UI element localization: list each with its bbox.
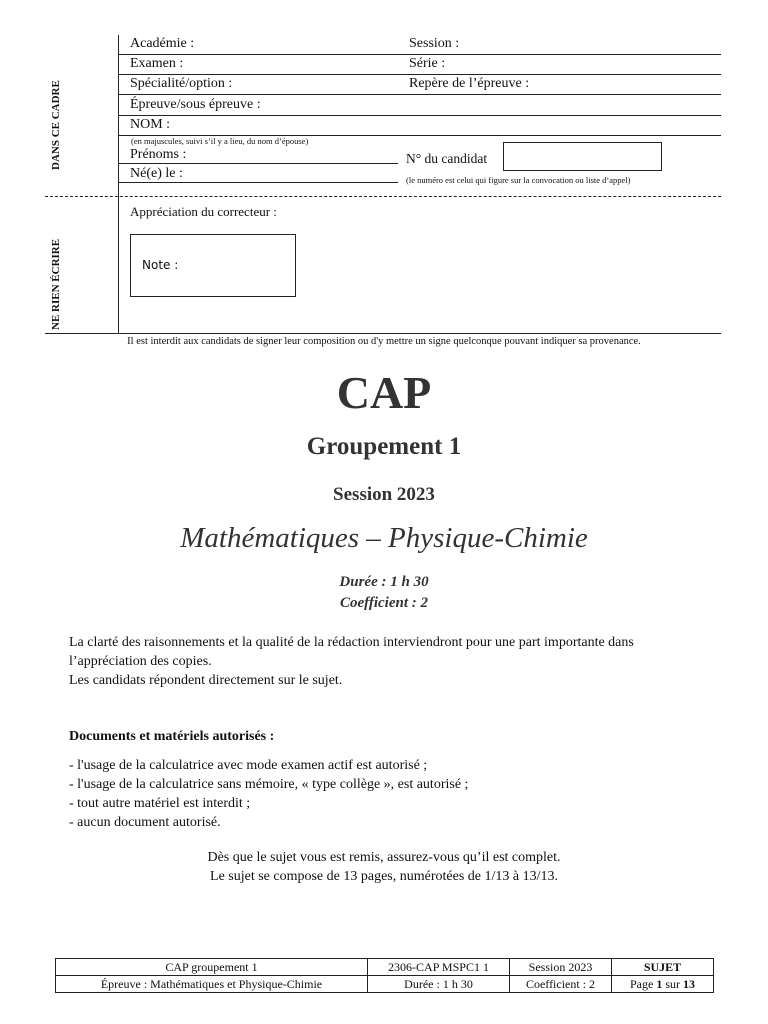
- candidat-hint: (le numéro est celui qui figure sur la convocation ou liste d’appel): [406, 175, 631, 185]
- footer-session: Session 2023: [510, 959, 612, 976]
- footer-duree: Durée : 1 h 30: [368, 976, 510, 993]
- footer-exam: CAP groupement 1: [56, 959, 368, 976]
- candidat-number-input[interactable]: [503, 142, 662, 171]
- academie-field[interactable]: Académie :: [130, 36, 195, 51]
- documents-list: [69, 756, 709, 832]
- footer-row: [56, 959, 714, 976]
- epreuve-field[interactable]: Épreuve/sous épreuve :: [130, 97, 261, 112]
- header-bottom-rule: [45, 333, 721, 334]
- footer-page-number: 1: [656, 976, 663, 991]
- form-rule: [118, 115, 721, 116]
- footer-epreuve: Épreuve : Mathématiques et Physique-Chimie: [56, 976, 368, 993]
- side-label-bottom: NE RIEN ÉCRIRE: [50, 238, 62, 330]
- session-field[interactable]: Session :: [409, 36, 460, 51]
- footer-table: [55, 958, 714, 993]
- note-box[interactable]: [130, 234, 296, 297]
- serie-field[interactable]: Série :: [409, 56, 446, 71]
- cut-line: [45, 196, 721, 197]
- signature-warning: Il est interdit aux candidats de signer leur composition ou d'y mettre un signe quelconque pouvant indiquer sa provenance.: [127, 336, 641, 347]
- documents-heading: Documents et matériels autorisés :: [69, 729, 275, 744]
- documents-item: - l'usage de la calculatrice avec mode examen actif est autorisé ;: [69, 758, 428, 773]
- title-groupement: Groupement 1: [306, 433, 462, 460]
- form-rule: [118, 163, 398, 164]
- form-rule: [118, 54, 721, 55]
- footer-coefficient: Coefficient : 2: [510, 976, 612, 993]
- note-label: Note :: [142, 258, 179, 272]
- form-rule: [118, 182, 398, 183]
- footer-row: [56, 976, 714, 993]
- footer-sujet: SUJET: [612, 959, 714, 976]
- closing-line-2: Le sujet se compose de 13 pages, numérotées de 1/13 à 13/13.: [210, 869, 558, 884]
- intro-paragraph: [69, 633, 709, 690]
- nee-le-field[interactable]: Né(e) le :: [130, 166, 183, 181]
- form-rule: [118, 94, 721, 95]
- form-rule: [118, 74, 721, 75]
- header-vertical-rule: [118, 35, 119, 333]
- intro-line-1: La clarté des raisonnements et la qualité de la rédaction interviendront pour une part importante dans l’appréciation des copies.: [69, 635, 634, 669]
- title-coefficient: Coefficient : 2: [339, 595, 429, 611]
- prenoms-field[interactable]: Prénoms :: [130, 147, 187, 162]
- footer-page-mid: sur: [662, 976, 683, 991]
- title-session: Session 2023: [333, 484, 435, 505]
- intro-line-2: Les candidats répondent directement sur le sujet.: [69, 673, 343, 688]
- specialite-field[interactable]: Spécialité/option :: [130, 76, 233, 91]
- side-label-top: DANS CE CADRE: [50, 80, 62, 170]
- footer-code: 2306-CAP MSPC1 1: [368, 959, 510, 976]
- documents-item: - l'usage de la calculatrice sans mémoire, « type collège », est autorisé ;: [69, 777, 469, 792]
- closing-line-1: Dès que le sujet vous est remis, assurez-vous qu’il est complet.: [207, 850, 561, 865]
- title-cap: CAP: [336, 367, 432, 418]
- appreciation-label: Appréciation du correcteur :: [130, 204, 277, 219]
- documents-item: - aucun document autorisé.: [69, 815, 221, 830]
- footer-page-prefix: Page: [630, 976, 657, 991]
- examen-field[interactable]: Examen :: [130, 56, 184, 71]
- title-subject: Mathématiques – Physique-Chimie: [180, 522, 588, 554]
- footer-page: [612, 976, 714, 993]
- nom-hint: (en majuscules, suivi s’il y a lieu, du nom d’épouse): [131, 136, 309, 146]
- repere-field[interactable]: Repère de l’épreuve :: [409, 76, 530, 91]
- candidat-number-label: N° du candidat: [406, 151, 488, 166]
- title-duree: Durée : 1 h 30: [339, 574, 429, 590]
- footer-page-total: 13: [683, 976, 695, 991]
- nom-field[interactable]: NOM :: [130, 117, 171, 132]
- documents-item: - tout autre matériel est interdit ;: [69, 796, 251, 811]
